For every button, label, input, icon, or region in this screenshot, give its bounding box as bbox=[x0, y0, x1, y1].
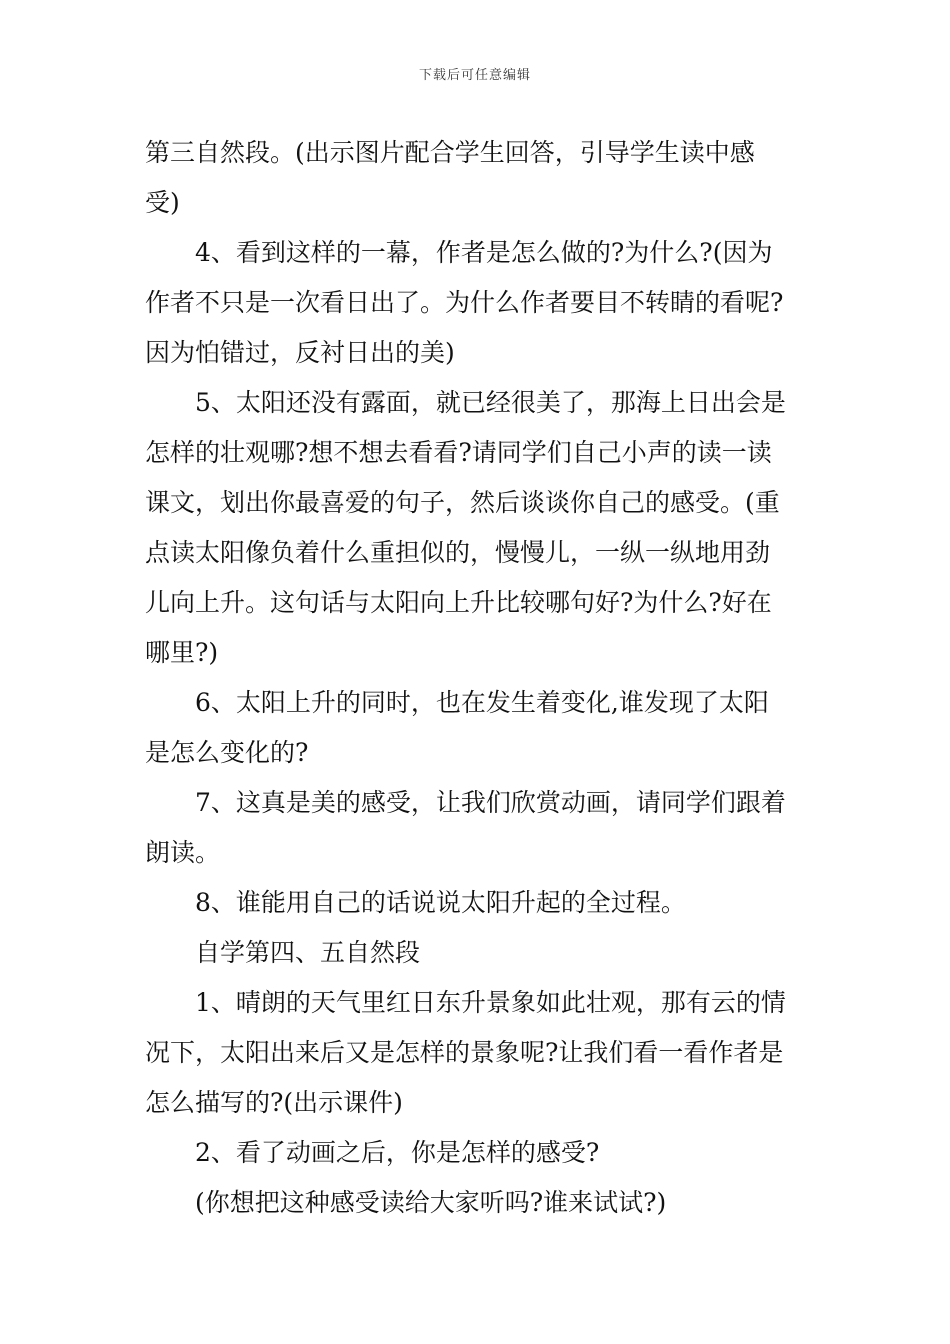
text-line: 自学第四、五自然段 bbox=[195, 938, 421, 967]
text-line: 受) bbox=[145, 188, 180, 217]
text-line: 4、看到这样的一幕，作者是怎么做的?为什么?(因为 bbox=[195, 238, 773, 267]
text-line: 朗读。 bbox=[145, 838, 221, 867]
text-line: 点读太阳像负着什么重担似的，慢慢儿，一纵一纵地用劲 bbox=[145, 538, 771, 567]
text-line: 7、这真是美的感受，让我们欣赏动画，请同学们跟着 bbox=[195, 788, 786, 817]
text-line: 儿向上升。这句话与太阳向上升比较哪句好?为什么?好在 bbox=[145, 588, 772, 617]
text-line: 课文，划出你最喜爱的句子，然后谈谈你自己的感受。(重 bbox=[145, 488, 780, 517]
text-line: 哪里?) bbox=[145, 638, 219, 667]
text-line: 5、太阳还没有露面，就已经很美了，那海上日出会是 bbox=[195, 388, 786, 417]
text-line: 怎样的壮观哪?想不想去看看?请同学们自己小声的读一读 bbox=[145, 438, 772, 467]
page-header: 下载后可任意编辑 bbox=[418, 68, 531, 83]
text-line: 作者不只是一次看日出了。为什么作者要目不转睛的看呢? bbox=[145, 288, 784, 317]
text-line: 2、看了动画之后，你是怎样的感受? bbox=[195, 1138, 600, 1167]
text-line: 怎么描写的?(出示课件) bbox=[145, 1088, 403, 1117]
text-line: 是怎么变化的? bbox=[145, 738, 309, 767]
text-line: (你想把这种感受读给大家听吗?谁来试试?) bbox=[195, 1188, 667, 1217]
text-line: 1、晴朗的天气里红日东升景象如此壮观，那有云的情 bbox=[195, 988, 786, 1017]
document-body bbox=[145, 128, 807, 1228]
text-line: 8、谁能用自己的话说说太阳升起的全过程。 bbox=[195, 888, 686, 917]
text-line: 第三自然段。(出示图片配合学生回答，引导学生读中感 bbox=[145, 138, 755, 167]
text-line: 6、太阳上升的同时，也在发生着变化,谁发现了太阳 bbox=[195, 688, 769, 717]
text-line: 因为怕错过，反衬日出的美) bbox=[145, 338, 455, 367]
text-line: 况下，太阳出来后又是怎样的景象呢?让我们看一看作者是 bbox=[145, 1038, 784, 1067]
